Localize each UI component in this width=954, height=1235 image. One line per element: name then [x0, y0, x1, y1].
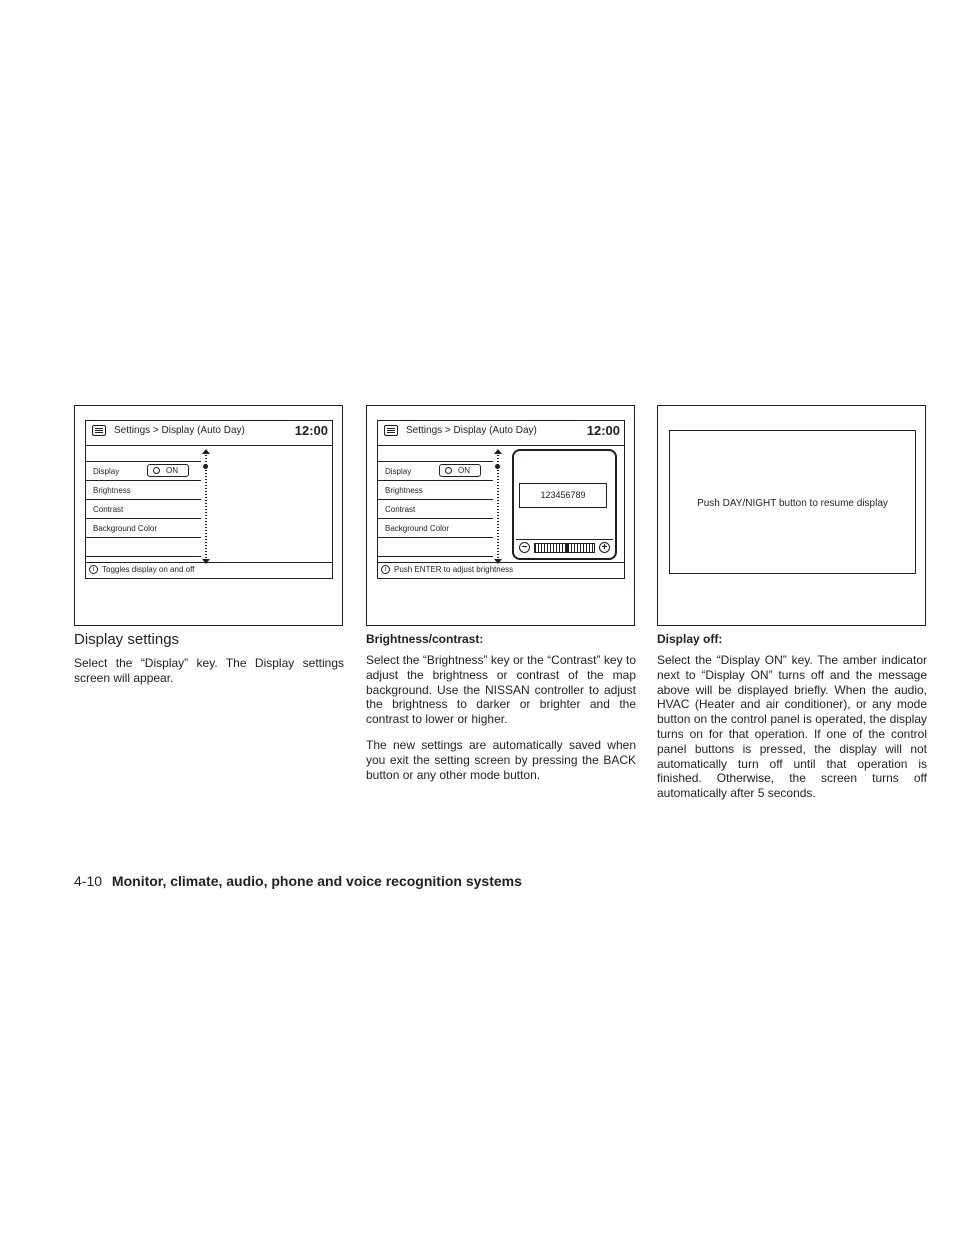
hint-text: Push ENTER to adjust brightness [394, 565, 514, 574]
scroll-up-icon [494, 449, 502, 454]
figure-brightness-contrast [366, 405, 635, 626]
menu-item-label: Display [93, 467, 120, 476]
screen-title: Settings > Display (Auto Day) [114, 425, 245, 436]
paragraph: The new settings are automatically saved when you exit the setting screen by pressing the BACK button or any other mode button. [366, 737, 636, 782]
brightness-popup [512, 449, 617, 560]
menu-item-label: Contrast [93, 505, 124, 514]
menu-item-background-color[interactable] [86, 519, 201, 538]
slider-handle[interactable] [565, 543, 568, 553]
scroll-track [205, 455, 207, 558]
paragraph: Select the “Brightness” key or the “Contrast” key to adjust the brightness or contrast of the map background. Use the NISSAN controller to adjust the brightness to darker or brighter and the contrast to lower or higher. [366, 653, 636, 727]
paragraph: Select the “Display ON” key. The amber indicator next to “Display ON” turns off and the message above will be displayed briefly. When the audio, HVAC (Heater and air conditioner), or any mode button on the control panel is operated, the display turns on for that operation. If one of the control panel buttons is pressed, the display will not automatically turn off until that operation is finished. Otherwise, the screen turns off automatically after 5 seconds. [657, 653, 927, 801]
screen-header [86, 421, 332, 446]
display-on-toggle[interactable] [439, 464, 481, 477]
menu-item-background-color[interactable] [378, 519, 493, 538]
scroll-thumb[interactable] [495, 464, 500, 469]
paragraph: Select the “Display” key. The Display settings screen will appear. [74, 656, 344, 685]
brightness-slider[interactable] [516, 539, 613, 556]
scroll-up-icon [202, 449, 210, 454]
page-footer [74, 873, 522, 889]
text-display-settings [74, 656, 344, 697]
value-display: 123456789 [519, 483, 607, 508]
menu-item-empty [86, 538, 201, 557]
menu-item-display[interactable] [86, 461, 201, 481]
hint-bar [378, 562, 624, 578]
menu-item-label: Display [385, 467, 412, 476]
hint-bar [86, 562, 332, 578]
menu-item-display[interactable] [378, 461, 493, 481]
screen-title: Settings > Display (Auto Day) [406, 425, 537, 436]
menu-item-label: Background Color [93, 524, 158, 533]
display-on-toggle[interactable] [147, 464, 189, 477]
scroll-track [497, 455, 499, 558]
page-number: 4-10 [74, 873, 103, 889]
menu-item-label: Brightness [93, 486, 131, 495]
text-brightness-contrast [366, 653, 636, 793]
figure-display-off [657, 405, 926, 626]
menu-item-brightness[interactable] [378, 481, 493, 500]
menu-item-brightness[interactable] [86, 481, 201, 500]
menu-item-label: Contrast [385, 505, 416, 514]
scrollbar[interactable] [202, 449, 210, 564]
hint-text: Toggles display on and off [102, 565, 195, 574]
clock: 12:00 [294, 423, 328, 438]
text-display-off [657, 653, 927, 812]
heading-display-settings: Display settings [74, 631, 180, 648]
minus-icon[interactable]: − [519, 542, 530, 553]
info-icon: i [381, 565, 390, 574]
section-title: Monitor, climate, audio, phone and voice recognition systems [111, 873, 522, 889]
menu-icon [384, 425, 398, 436]
menu-item-contrast[interactable] [378, 500, 493, 519]
menu-item-empty [378, 538, 493, 557]
figure-display-settings [74, 405, 343, 626]
screen-display-off [669, 430, 916, 574]
clock: 12:00 [586, 423, 620, 438]
menu-item-contrast[interactable] [86, 500, 201, 519]
toggle-label: ON [458, 466, 470, 475]
toggle-label: ON [166, 466, 178, 475]
scrollbar[interactable] [494, 449, 502, 564]
indicator-icon [153, 467, 160, 474]
scroll-thumb[interactable] [203, 464, 208, 469]
screen-brightness [377, 420, 625, 579]
menu-icon [92, 425, 106, 436]
settings-list [86, 461, 201, 557]
settings-list [378, 461, 493, 557]
info-icon: i [89, 565, 98, 574]
menu-item-label: Background Color [385, 524, 450, 533]
menu-item-label: Brightness [385, 486, 423, 495]
heading-display-off: Display off: [657, 632, 723, 646]
screen-header [378, 421, 624, 446]
indicator-icon [445, 467, 452, 474]
screen-display-settings [85, 420, 333, 579]
slider-track[interactable] [534, 543, 595, 553]
resume-message: Push DAY/NIGHT button to resume display [697, 498, 888, 509]
heading-brightness-contrast: Brightness/contrast: [366, 632, 484, 646]
plus-icon[interactable]: + [599, 542, 610, 553]
